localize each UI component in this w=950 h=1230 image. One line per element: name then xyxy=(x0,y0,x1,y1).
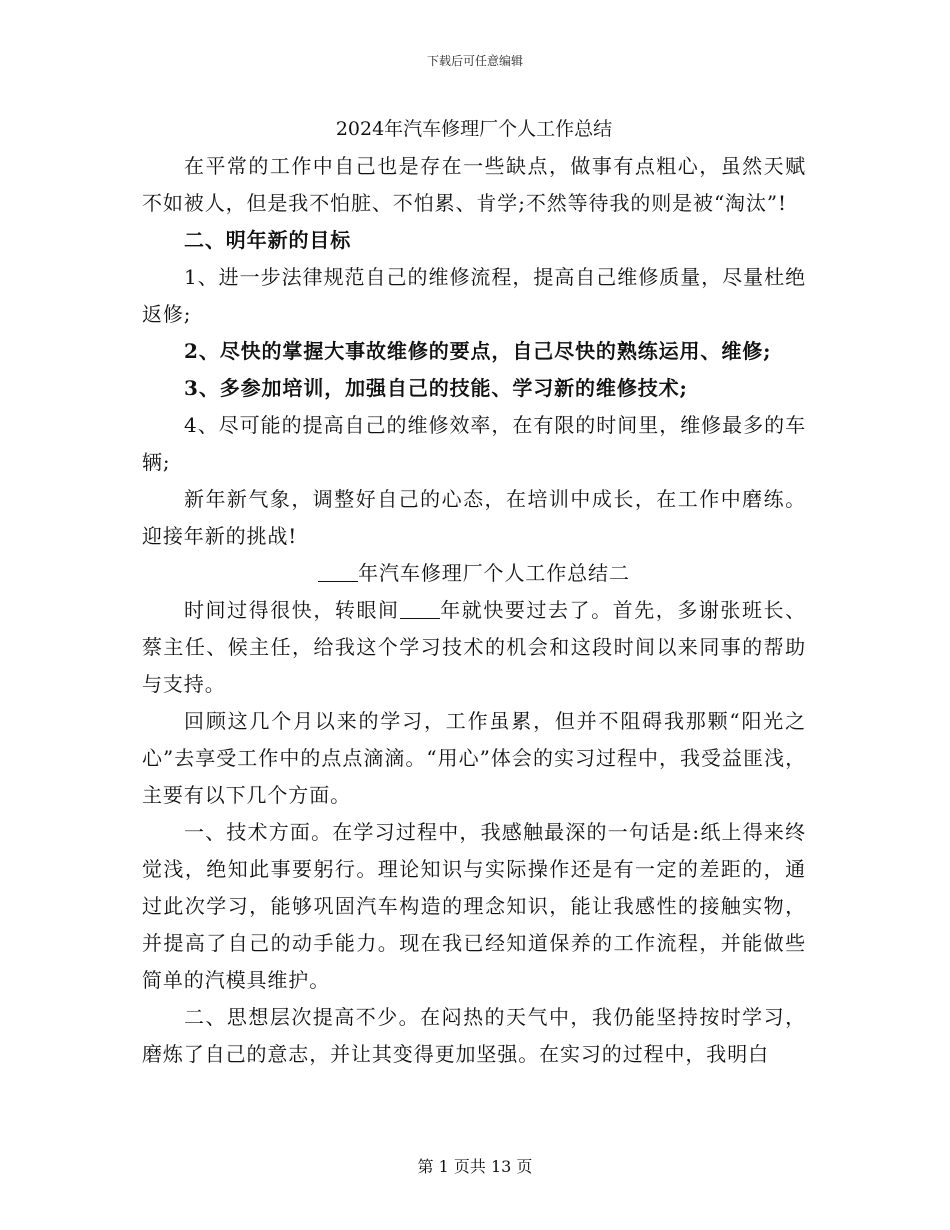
second-title-text: 年汽车修理厂个人工作总结二 xyxy=(358,561,630,585)
paragraph-6: 二、思想层次提高不少。在闷热的天气中，我仍能坚持按时学习，磨炼了自己的意志，并让其变得更加坚强。在实习的过程中，我明白 xyxy=(142,1005,806,1066)
section-heading-goals: 二、明年新的目标 xyxy=(184,228,352,252)
paragraph-3-rest: 年就快要过去了。首先，多谢张班长、蔡主任、候主任，给我这个学习技术的机会和这段时间以来同事的帮助与支持。 xyxy=(142,598,806,696)
goal-item-2: 2、尽快的掌握大事故维修的要点，自己尽快的熟练运用、维修; xyxy=(184,339,772,363)
goal-item-3: 3、多参加培训，加强自己的技能、学习新的维修技术; xyxy=(184,376,688,400)
document-title: 2024年汽车修理厂个人工作总结 xyxy=(335,118,613,140)
paragraph-1: 在平常的工作中自己也是存在一些缺点，做事有点粗心，虽然天赋不如被人，但是我不怕脏、不怕累、肯学;不然等待我的则是被“淘汰”! xyxy=(142,154,806,215)
page-footer: 第 1 页共 13 页 xyxy=(417,1157,533,1176)
paragraph-4: 回顾这几个月以来的学习，工作虽累，但并不阻碍我那颗“阳光之心”去享受工作中的点点滴滴。“用心”体会的实习过程中，我受益匪浅，主要有以下几个方面。 xyxy=(142,709,806,807)
goal-item-4: 4、尽可能的提高自己的维修效率，在有限的时间里，维修最多的车辆; xyxy=(142,413,806,474)
paragraph-3-start: 时间过得很快，转眼间 xyxy=(184,598,400,622)
year-blank xyxy=(400,598,440,619)
page-header: 下载后可任意编辑 xyxy=(426,54,523,68)
paragraph-3 xyxy=(142,592,806,703)
paragraph-2: 新年新气象，调整好自己的心态，在培训中成长，在工作中磨练。迎接年新的挑战! xyxy=(142,487,806,548)
paragraph-5: 一、技术方面。在学习过程中，我感触最深的一句话是:纸上得来终觉浅，绝知此事要躬行。理论知识与实际操作还是有一定的差距的，通过此次学习，能够巩固汽车构造的理念知识，能让我感性的接触实物，并提高了自己的动手能力。现在我已经知道保养的工作流程，并能做些简单的汽模具维护。 xyxy=(142,820,806,992)
second-title xyxy=(142,555,806,592)
document-body xyxy=(142,111,806,1073)
goal-item-1: 1、进一步法律规范自己的维修流程，提高自己维修质量，尽量杜绝返修; xyxy=(142,265,806,326)
title-blank xyxy=(318,561,358,582)
